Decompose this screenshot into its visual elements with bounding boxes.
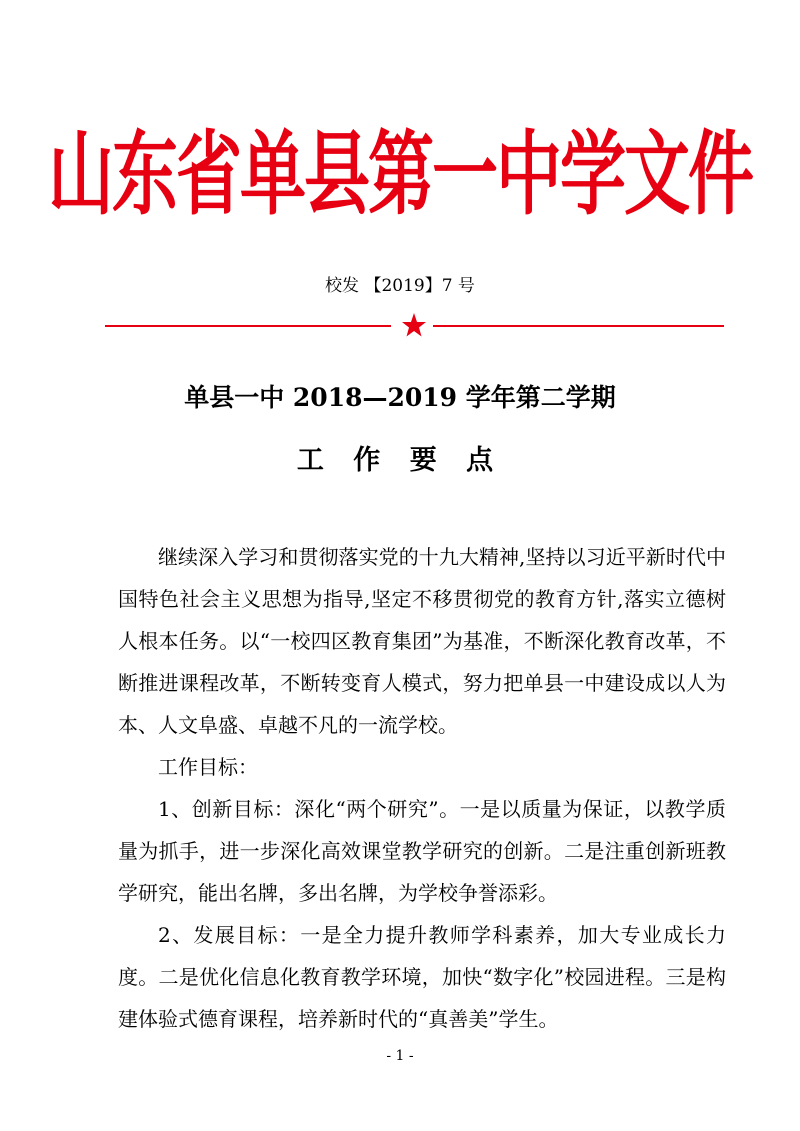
paragraph: 继续深入学习和贯彻落实党的十九大精神,坚持以习近平新时代中国特色社会主义思想为指导,坚定不移贯彻党的教育方针,落实立德树人根本任务。以“一校四区教育集团”为基准，不断深化教育改革，不断推进课程改革，不断转变育人模式，努力把单县一中建设成以人为本、人文阜盛、卓越不凡的一流学校。 [118, 545, 726, 737]
paragraph: 1、创新目标：深化“两个研究”。一是以质量为保证，以教学质量为抓手，进一步深化高效课堂教学研究的创新。二是注重创新班教学研究，能出名牌，多出名牌，为学校争誉添彩。 [118, 797, 726, 905]
paragraph: 工作目标： [158, 755, 258, 779]
star-icon [401, 312, 427, 338]
header-divider [0, 312, 800, 338]
divider-line-left [105, 325, 391, 327]
divider-line-right [433, 325, 724, 327]
document-subtitle: 工 作 要 点 [296, 445, 504, 476]
page-number: - 1 - [386, 1048, 414, 1064]
paragraph: 2、发展目标：一是全力提升教师学科素养，加大专业成长力度。二是优化信息化教育教学环境，加快“数字化”校园进程。三是构建体验式德育课程，培养新时代的“真善美”学生。 [118, 923, 726, 1031]
document-title: 单县一中 2018—2019 学年第二学期 [184, 383, 616, 412]
document-masthead: 山东省单县第一中学文件 [48, 119, 752, 228]
document-number: 校发 【2019】7 号 [325, 276, 475, 296]
document-body [118, 536, 726, 1040]
